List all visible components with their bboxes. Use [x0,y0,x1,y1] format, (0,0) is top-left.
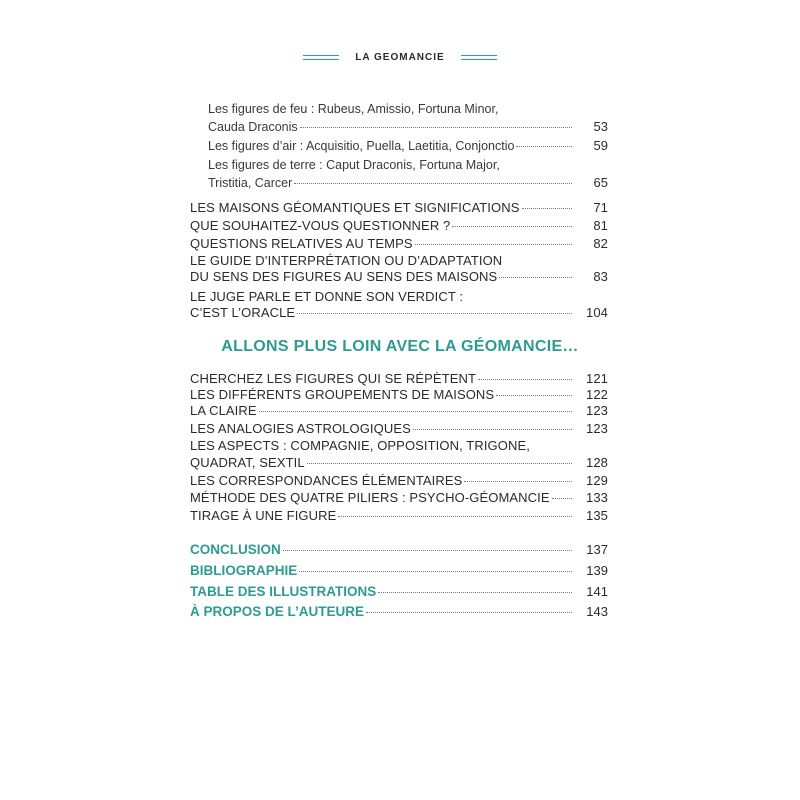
toc-entry-title: TIRAGE À UNE FIGURE [190,508,337,523]
header-rule-left [303,55,339,60]
toc-entry[interactable] [190,200,608,216]
toc-entry[interactable] [190,542,608,558]
toc-entry-title: QUESTIONS RELATIVES AU TEMPS [190,236,413,251]
toc-entry-title: MÉTHODE DES QUATRE PILIERS : PSYCHO-GÉOMANCIE [190,490,550,505]
toc-entry[interactable] [190,604,608,620]
leader-dots [413,429,572,430]
toc-page-number: 104 [586,305,608,320]
leader-dots [259,411,572,412]
toc-page-number: 81 [593,218,608,233]
leader-dots [283,550,572,551]
toc-entry-title: TABLE DES ILLUSTRATIONS [190,584,377,599]
leader-dots [464,481,572,482]
toc-entry[interactable] [190,253,608,285]
toc-entry-title: LES ANALOGIES ASTROLOGIQUES [190,421,411,436]
toc-entry-title: LES MAISONS GÉOMANTIQUES ET SIGNIFICATIONS [190,200,520,215]
toc-entry[interactable] [190,421,608,437]
toc-page-number: 71 [593,200,608,215]
leader-dots [338,516,572,517]
toc-entry[interactable] [190,584,608,600]
header-rule-right [461,55,497,60]
leader-dots [307,463,572,464]
toc-page-number: 128 [586,455,608,470]
toc-entry-title: CONCLUSION [190,542,281,557]
toc-entry[interactable] [190,563,608,579]
toc-page-number: 141 [586,584,608,599]
leader-dots [452,226,572,227]
toc-page-number: 133 [586,490,608,505]
leader-dots [300,127,572,128]
toc-entry-title: QUADRAT, SEXTIL [190,455,305,470]
toc-entry[interactable] [190,371,608,387]
toc-page-number: 129 [586,473,608,488]
toc-entry-line1: LE GUIDE D’INTERPRÉTATION OU D’ADAPTATION [190,253,503,268]
toc-entry-title: Les figures d’air : Acquisitio, Puella, Laetitia, Conjonctio [208,139,515,153]
toc-page-number: 123 [586,403,608,418]
toc-page-number: 123 [586,421,608,436]
toc-entry-title: C’EST L’ORACLE [190,305,296,320]
toc-page-number: 143 [586,604,608,619]
leader-dots [415,244,572,245]
toc-entry[interactable] [208,157,608,191]
toc-entry-title: LES DIFFÉRENTS GROUPEMENTS DE MAISONS [190,387,495,402]
toc-entry[interactable] [208,101,608,135]
leader-dots [297,313,572,314]
toc-entry-title: BIBLIOGRAPHIE [190,563,298,578]
leader-dots [366,612,572,613]
toc-entry-line1: Les figures de terre : Caput Draconis, Fortuna Major, [208,158,500,172]
toc-entry-title: LA CLAIRE [190,403,257,418]
toc-page-number: 121 [586,371,608,386]
toc-entry-title: LES CORRESPONDANCES ÉLÉMENTAIRES [190,473,463,488]
leader-dots [294,183,572,184]
toc-entry[interactable] [190,438,608,471]
toc-entry-title: QUE SOUHAITEZ-VOUS QUESTIONNER ? [190,218,451,233]
leader-dots [496,395,572,396]
toc-entry-line1: LES ASPECTS : COMPAGNIE, OPPOSITION, TRIGONE, [190,438,530,453]
toc-entry-title: CHERCHEZ LES FIGURES QUI SE RÉPÈTENT [190,371,477,386]
running-header [0,46,800,68]
toc-entry[interactable] [208,138,608,154]
toc-entry[interactable] [190,289,608,321]
toc-entry-title: Cauda Draconis [208,120,298,134]
leader-dots [552,498,572,499]
toc-page-number: 53 [593,119,608,134]
toc-entry-line1: LE JUGE PARLE ET DONNE SON VERDICT : [190,289,464,304]
toc-entry[interactable] [190,387,608,403]
toc-entry[interactable] [190,473,608,489]
leader-dots [499,277,572,278]
toc-entry-title: À PROPOS DE L’AUTEURE [190,604,365,619]
running-header-title: LA GEOMANCIE [355,51,445,63]
toc-entry[interactable] [190,218,608,234]
toc-page-number: 65 [593,175,608,190]
toc-entry[interactable] [190,403,608,419]
toc-entry[interactable] [190,490,608,506]
leader-dots [516,146,572,147]
leader-dots [299,571,572,572]
toc-entry-title: Tristitia, Carcer [208,176,293,190]
toc-page-number: 59 [593,138,608,153]
toc-entry-line1: Les figures de feu : Rubeus, Amissio, Fortuna Minor, [208,102,499,116]
toc-entry[interactable] [190,236,608,252]
toc-page-number: 137 [586,542,608,557]
leader-dots [478,379,572,380]
toc-page-number: 139 [586,563,608,578]
leader-dots [522,208,573,209]
toc-page-number: 83 [593,269,608,284]
toc-entry-title: DU SENS DES FIGURES AU SENS DES MAISONS [190,269,498,284]
toc-page-number: 135 [586,508,608,523]
toc-page-number: 82 [593,236,608,251]
toc-page-number: 122 [586,387,608,402]
section-heading: ALLONS PLUS LOIN AVEC LA GÉOMANCIE… [221,338,579,355]
leader-dots [378,592,572,593]
toc-entry[interactable] [190,508,608,524]
